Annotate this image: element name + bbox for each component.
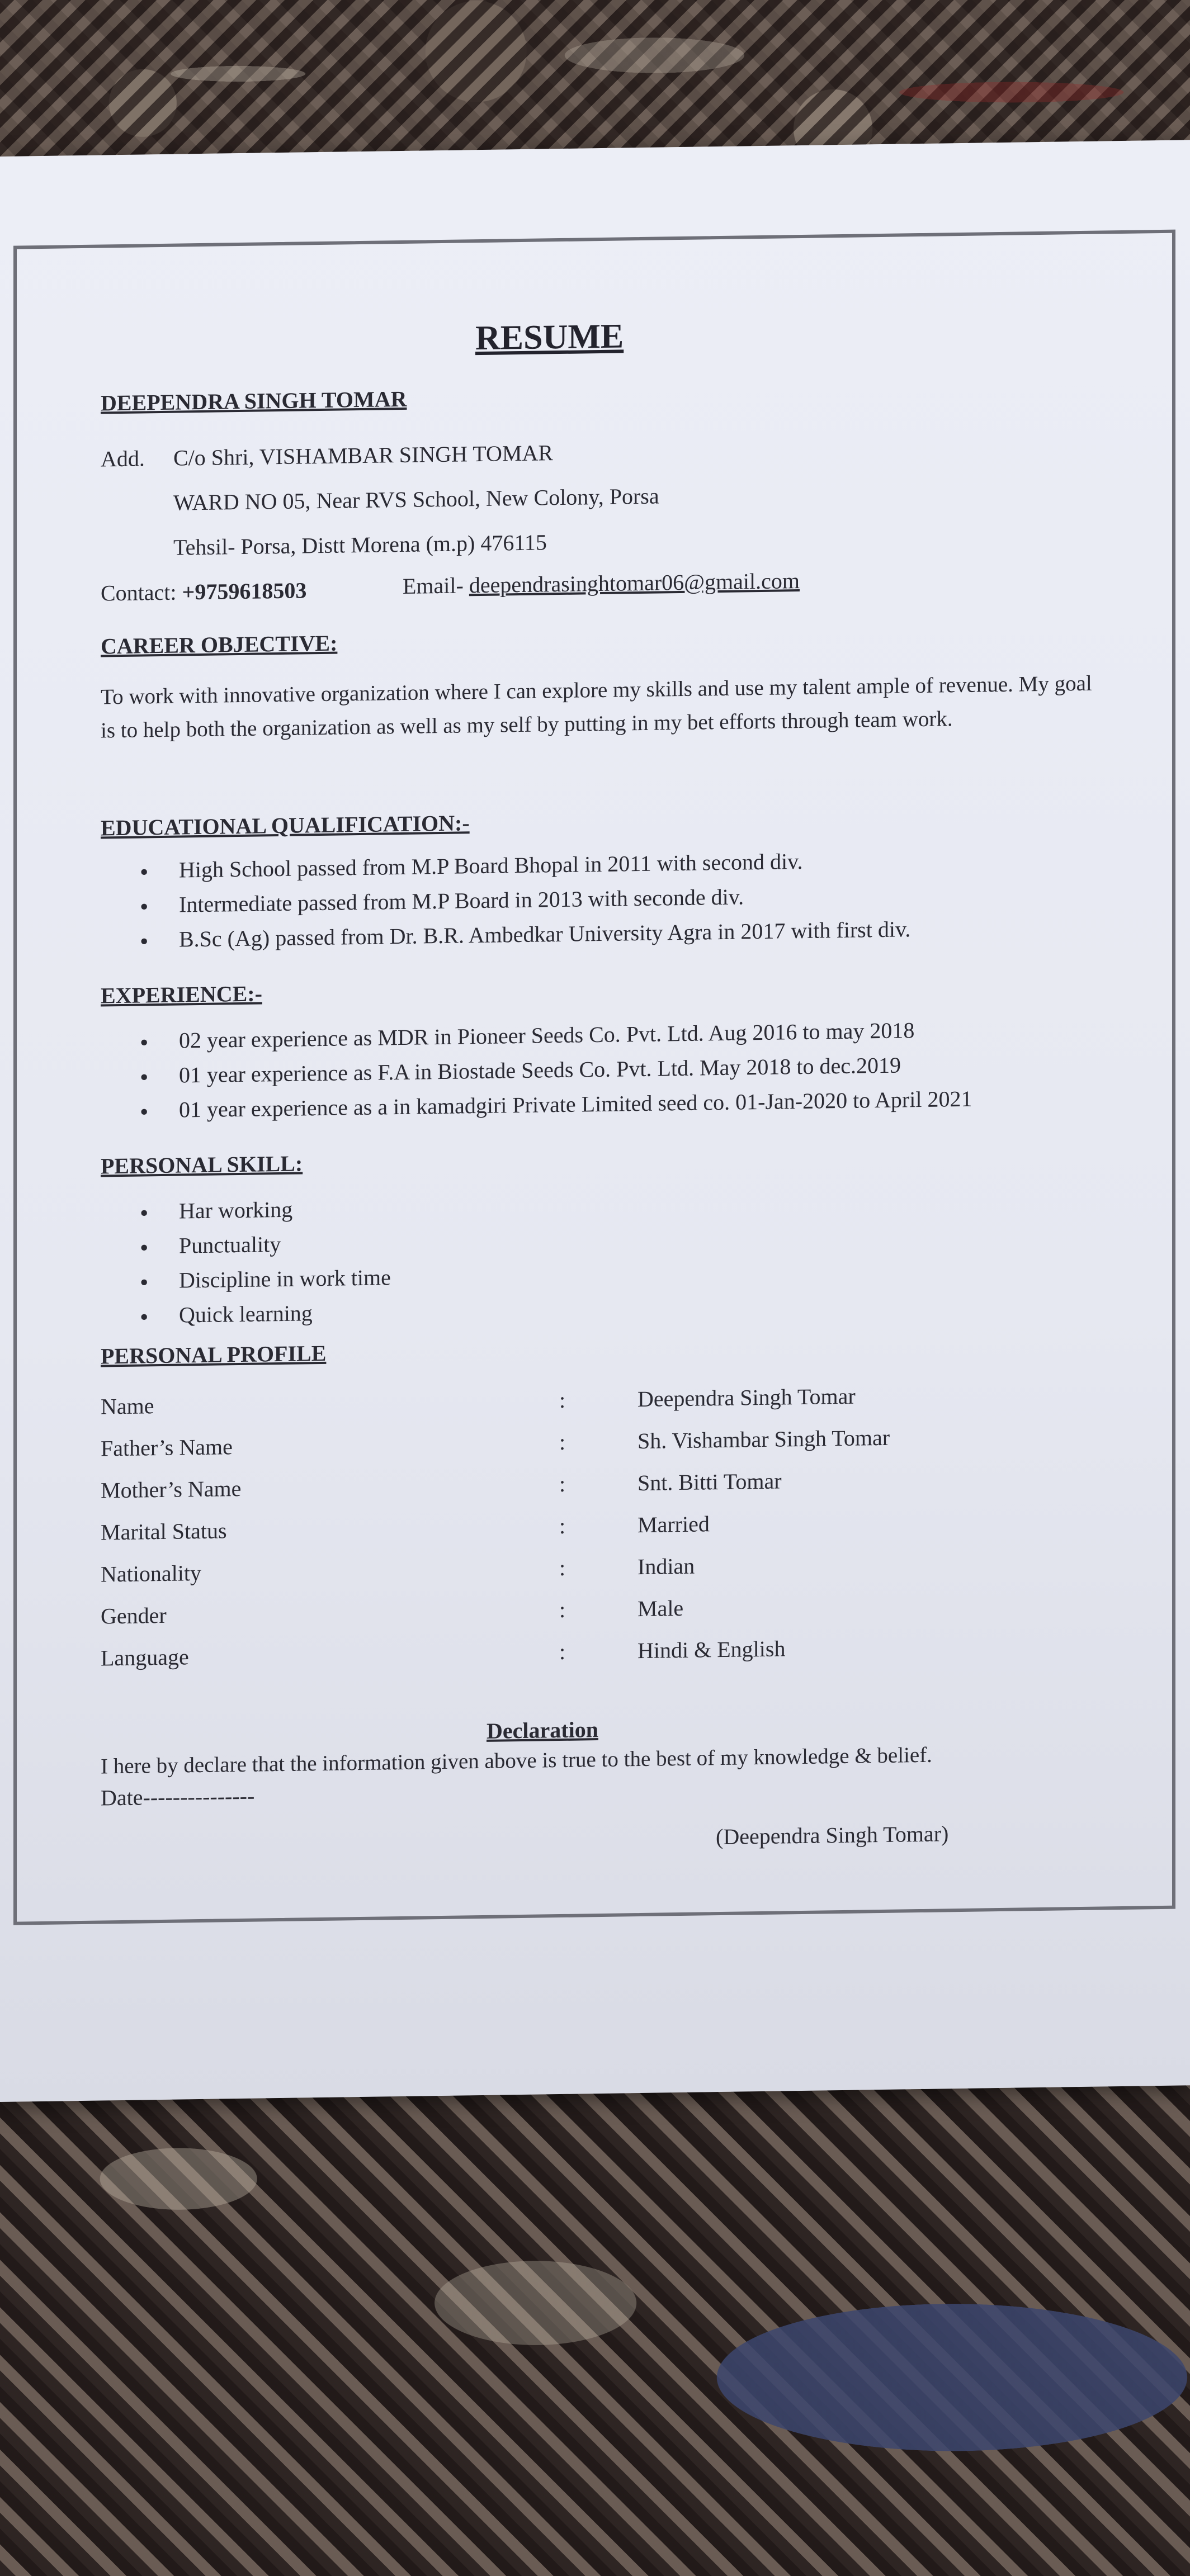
profile-value: Snt. Bitti Tomar [638, 1468, 782, 1496]
email-row [403, 567, 800, 600]
skill-item: • Har working [101, 1191, 391, 1229]
contact-label: Contact: [101, 579, 177, 606]
profile-separator: : [559, 1639, 566, 1665]
profile-label: Mother’s Name [101, 1475, 242, 1503]
profile-separator: : [559, 1597, 566, 1623]
experience-item: • 02 year experience as MDR in Pioneer Seeds Co. Pvt. Ltd. Aug 2016 to may 2018 [101, 1012, 972, 1059]
contact-phone: +9759618503 [182, 577, 307, 605]
profile-value: Hindi & English [638, 1636, 786, 1664]
profile-heading: PERSONAL PROFILE [101, 1340, 327, 1369]
profile-separator: : [559, 1513, 566, 1539]
experience-list [101, 1012, 972, 1129]
profile-value: Male [638, 1595, 684, 1622]
resume-paper [0, 140, 1190, 2102]
profile-label: Language [101, 1644, 189, 1671]
profile-separator: : [559, 1555, 566, 1581]
experience-item: • 01 year experience as F.A in Biostade Seeds Co. Pvt. Ltd. May 2018 to dec.2019 [101, 1047, 972, 1094]
experience-item: • 01 year experience as a in kamadgiri Private Limited seed co. 01-Jan-2020 to April 2021 [101, 1082, 972, 1129]
profile-label: Marital Status [101, 1518, 227, 1545]
signature-name: (Deependra Singh Tomar) [716, 1821, 949, 1850]
candidate-name-heading: DEEPENDRA SINGH TOMAR [101, 386, 407, 416]
profile-label: Gender [101, 1602, 167, 1629]
address-line-1: C/o Shri, VISHAMBAR SINGH TOMAR [173, 440, 554, 471]
experience-heading: EXPERIENCE:- [101, 981, 262, 1008]
profile-value: Indian [638, 1553, 695, 1580]
education-item: • Intermediate passed from M.P Board in 2013 with seconde div. [101, 877, 910, 923]
profile-value: Married [638, 1511, 710, 1538]
profile-value: Sh. Vishambar Singh Tomar [638, 1424, 890, 1454]
resume-title: RESUME [475, 317, 624, 358]
profile-label: Nationality [101, 1560, 201, 1587]
background-cloth-bottom [0, 2080, 1190, 2576]
education-item: • High School passed from M.P Board Bhopal in 2011 with second div. [101, 842, 910, 888]
education-list [101, 842, 910, 958]
address-line-2: WARD NO 05, Near RVS School, New Colony, Porsa [173, 483, 659, 515]
profile-label: Father’s Name [101, 1434, 233, 1461]
profile-separator: : [559, 1429, 566, 1455]
skills-list [101, 1191, 391, 1333]
education-heading: EDUCATIONAL QUALIFICATION:- [101, 810, 470, 841]
declaration-date: Date--------------- [101, 1783, 255, 1811]
declaration-heading: Declaration [487, 1717, 598, 1744]
profile-label: Name [101, 1393, 154, 1419]
profile-separator: : [559, 1471, 566, 1497]
education-item: • B.Sc (Ag) passed from Dr. B.R. Ambedkar University Agra in 2017 with first div. [101, 912, 910, 958]
email-link[interactable]: deependrasinghtomar06@gmail.com [469, 568, 800, 598]
skills-heading: PERSONAL SKILL: [101, 1150, 303, 1179]
skill-item: • Discipline in work time [101, 1260, 391, 1299]
career-objective-heading: CAREER OBJECTIVE: [101, 630, 338, 659]
address-label: Add. [101, 446, 145, 472]
profile-separator: : [559, 1387, 566, 1413]
career-objective-text: To work with innovative organization where I can explore my skills and use my talent ample of revenue. My goal is to help both the organization as well as my self by putting in my bet efforts through team work. [101, 671, 1092, 743]
profile-value: Deependra Singh Tomar [638, 1383, 856, 1412]
email-label: Email- [403, 572, 464, 599]
skill-item: • Quick learning [101, 1295, 391, 1333]
declaration-text: I here by declare that the information given above is true to the best of my knowledge & belief. [101, 1742, 932, 1779]
skill-item: • Punctuality [101, 1225, 391, 1264]
contact-row [101, 577, 306, 607]
address-line-3: Tehsil- Porsa, Distt Morena (m.p) 476115 [173, 529, 547, 560]
